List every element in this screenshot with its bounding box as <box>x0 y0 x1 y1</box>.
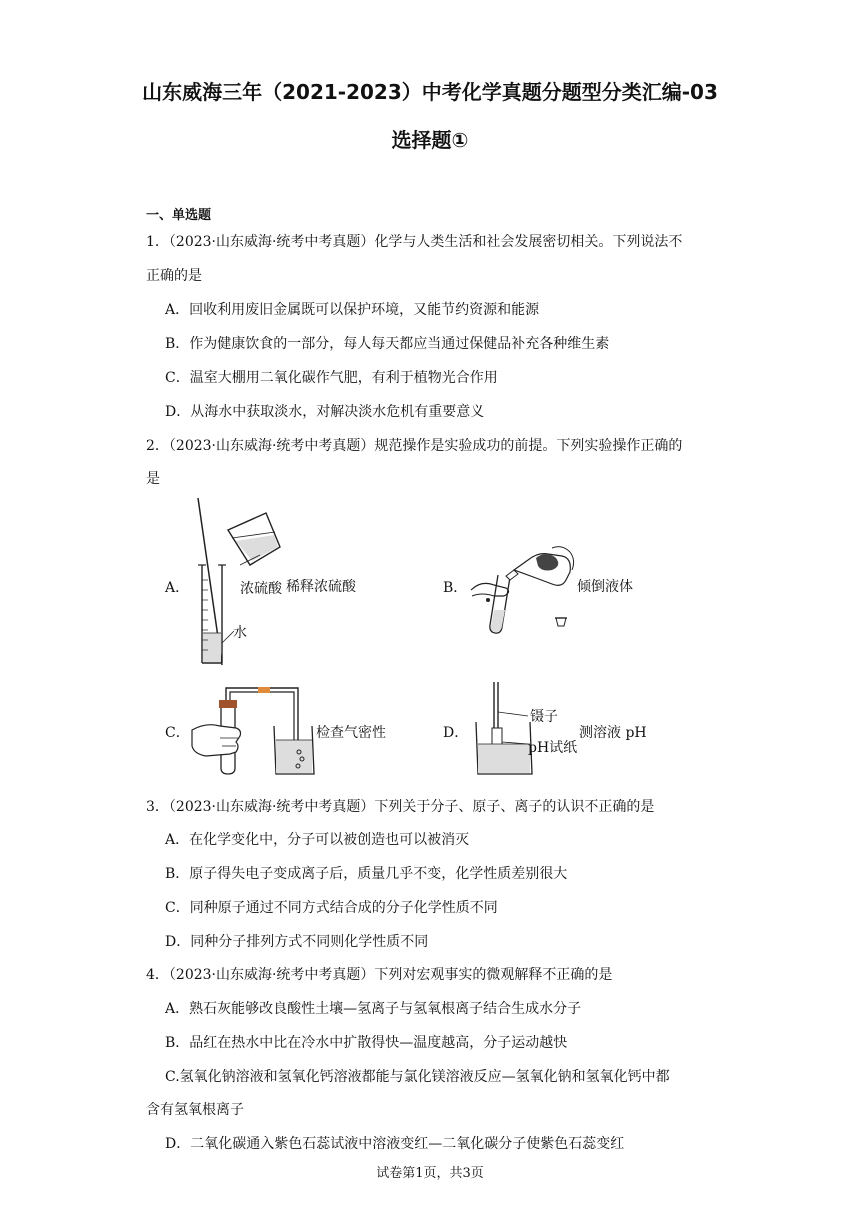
q3-option-c: C．同种原子通过不同方式结合成的分子化学性质不同 <box>165 900 498 916</box>
q4-option-d: D．二氧化碳通入紫色石蕊试液中溶液变红—二氧化碳分子使紫色石蕊变红 <box>165 1136 625 1152</box>
figure-a-caption: 稀释浓硫酸 <box>286 579 356 595</box>
q1-option-c: C．温室大棚用二氧化碳作气肥，有利于植物光合作用 <box>165 370 498 386</box>
figure-d-measure-ph <box>470 678 570 778</box>
q4-option-a: A．熟石灰能够改良酸性土壤—氢离子与氢氧根离子结合生成水分子 <box>165 1001 582 1017</box>
figure-d-paper-label: pH试纸 <box>528 740 578 756</box>
q1-stem-line-2: 正确的是 <box>146 268 202 284</box>
title-line-1: 山东威海三年（2021-2023）中考化学真题分题型分类汇编-03 <box>142 80 718 104</box>
q1-option-d: D．从海水中获取淡水，对解决淡水危机有重要意义 <box>165 404 485 420</box>
q3-stem: 3．（2023·山东威海·统考中考真题）下列关于分子、原子、离子的认识不正确的是 <box>146 799 655 815</box>
q4-stem: 4．（2023·山东威海·统考中考真题）下列对宏观事实的微观解释不正确的是 <box>146 967 613 983</box>
section-heading: 一、单选题 <box>146 208 212 223</box>
figure-d-letter: D． <box>443 725 469 741</box>
q1-stem-line-1: 1．（2023·山东威海·统考中考真题）化学与人类生活和社会发展密切相关。下列说法不 <box>146 234 683 250</box>
figure-a-diluting-acid <box>180 495 390 675</box>
q2-stem-line-1: 2．（2023·山东威海·统考中考真题）规范操作是实验成功的前提。下列实验操作正确的 <box>146 438 683 454</box>
q4-option-b: B．品红在热水中比在冷水中扩散得快—温度越高，分子运动越快 <box>165 1035 568 1051</box>
q4-option-c-line-1: C.氢氧化钠溶液和氢氧化钙溶液都能与氯化镁溶液反应—氢氧化钠和氢氧化钙中都 <box>165 1069 670 1085</box>
figure-d-tweezers-label: 镊子 <box>530 709 558 725</box>
figure-c-airtightness <box>186 682 316 777</box>
title-line-2: 选择题① <box>391 128 469 152</box>
figure-a-water-label: 水 <box>233 625 247 641</box>
figure-d-caption: 测溶液 pH <box>579 725 647 741</box>
q3-option-b: B．原子得失电子变成离子后，质量几乎不变，化学性质差别很大 <box>165 866 568 882</box>
figure-a-acid-label: 浓硫酸 <box>240 581 282 597</box>
q1-option-b: B．作为健康饮食的一部分，每人每天都应当通过保健品补充各种维生素 <box>165 336 610 352</box>
figure-b-caption: 倾倒液体 <box>577 579 633 595</box>
q3-option-a: A．在化学变化中，分子可以被创造也可以被消灭 <box>165 832 470 848</box>
q2-stem-line-2: 是 <box>146 471 160 487</box>
figure-b-letter: B． <box>443 580 468 596</box>
figure-c-caption: 检查气密性 <box>316 725 386 741</box>
q3-option-d: D．同种分子排列方式不同则化学性质不同 <box>165 934 429 950</box>
q1-option-a: A．回收利用废旧金属既可以保护环境，又能节约资源和能源 <box>165 302 540 318</box>
q4-option-c-line-2: 含有氢氧根离子 <box>146 1102 244 1118</box>
page-footer: 试卷第1页，共3页 <box>376 1166 484 1181</box>
figure-b-pouring-liquid <box>466 540 581 635</box>
figure-a-letter: A． <box>165 580 190 596</box>
figure-c-letter: C． <box>165 725 190 741</box>
